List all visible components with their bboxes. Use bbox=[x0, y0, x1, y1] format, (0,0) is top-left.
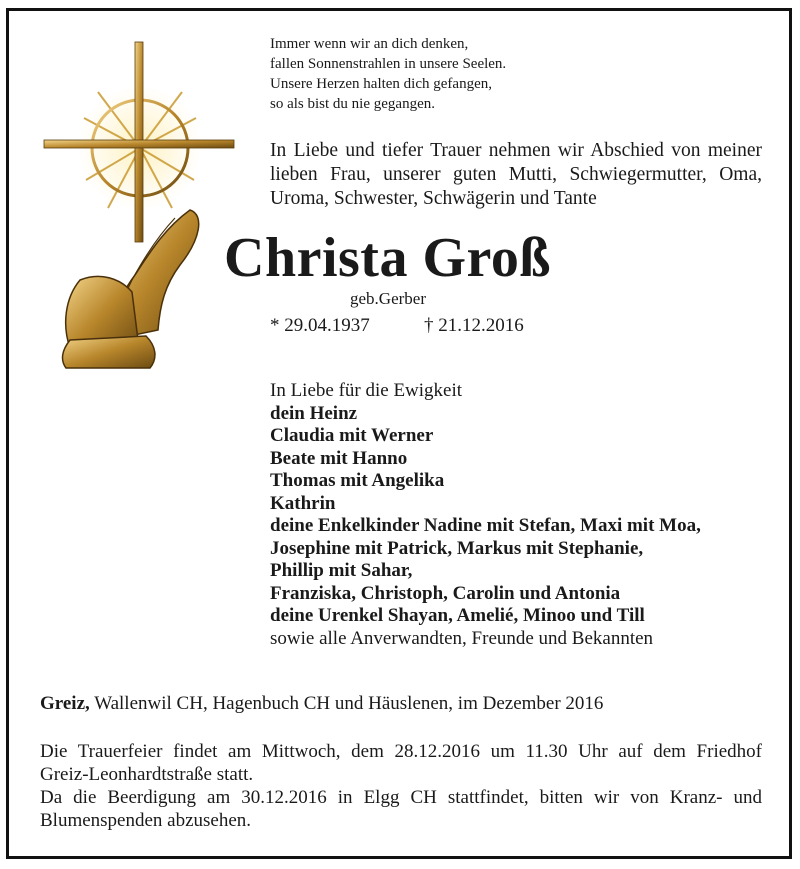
mourner-name: deine Urenkel Shayan, Amelié, Minoo und Till bbox=[270, 605, 645, 626]
notice-line: Da die Beerdigung am 30.12.2016 in Elgg CH stattfindet, bitten wir von Kranz- und bbox=[40, 787, 762, 808]
mourner-name: Kathrin bbox=[270, 492, 336, 514]
deceased-name: Christa Groß bbox=[224, 227, 551, 289]
notice-line: Greiz-Leonhardtstraße statt. bbox=[40, 764, 254, 785]
birth-name: geb.Gerber bbox=[350, 289, 426, 308]
intro-line: lieben Frau, unserer guten Mutti, Schwiegermutter, Oma, bbox=[270, 164, 762, 185]
intro-text bbox=[270, 139, 762, 211]
place-date-line bbox=[40, 692, 603, 716]
intro-line: Uroma, Schwester, Schwägerin und Tante bbox=[270, 188, 597, 209]
intro-line: In Liebe und tiefer Trauer nehmen wir Abschied von meiner bbox=[270, 140, 762, 161]
mourner-name: deine Enkelkinder Nadine mit Stefan, Maxi mit Moa, bbox=[270, 515, 701, 536]
poem-line: Immer wenn wir an dich denken, bbox=[270, 36, 469, 52]
mourner-name: Phillip mit Sahar, bbox=[270, 560, 413, 581]
notice-line: Blumenspenden abzusehen. bbox=[40, 810, 252, 831]
poem-line: Unsere Herzen halten dich gefangen, bbox=[270, 76, 492, 92]
mourner-name: Claudia mit Werner bbox=[270, 425, 434, 446]
mourner-name: Josephine mit Patrick, Markus mit Stephanie, bbox=[270, 537, 644, 559]
poem bbox=[270, 34, 506, 114]
place-city: Greiz, bbox=[40, 693, 90, 714]
mourners-list bbox=[270, 380, 701, 650]
funeral-notice bbox=[40, 740, 762, 832]
death-date: † 21.12.2016 bbox=[424, 315, 524, 336]
mourner-name: dein Heinz bbox=[270, 402, 358, 424]
mourners-closing: sowie alle Anverwandten, Freunde und Bekannten bbox=[270, 627, 654, 649]
mourner-name: Thomas mit Angelika bbox=[270, 470, 445, 491]
mourner-name: Franziska, Christoph, Carolin und Antonia bbox=[270, 582, 621, 604]
poem-line: fallen Sonnenstrahlen in unsere Seelen. bbox=[270, 56, 507, 72]
mourners-heading: In Liebe für die Ewigkeit bbox=[270, 380, 463, 401]
place-rest: Wallenwil CH, Hagenbuch CH und Häuslenen, im Dezember 2016 bbox=[94, 693, 604, 714]
notice-line: Die Trauerfeier findet am Mittwoch, dem 28.12.2016 um 11.30 Uhr auf dem Friedhof bbox=[40, 741, 762, 762]
birth-date: * 29.04.1937 bbox=[270, 315, 370, 336]
poem-line: so als bist du nie gegangen. bbox=[270, 96, 435, 112]
life-dates bbox=[270, 314, 524, 338]
cross-praying-hands-icon bbox=[40, 40, 240, 370]
mourner-name: Beate mit Hanno bbox=[270, 447, 408, 469]
